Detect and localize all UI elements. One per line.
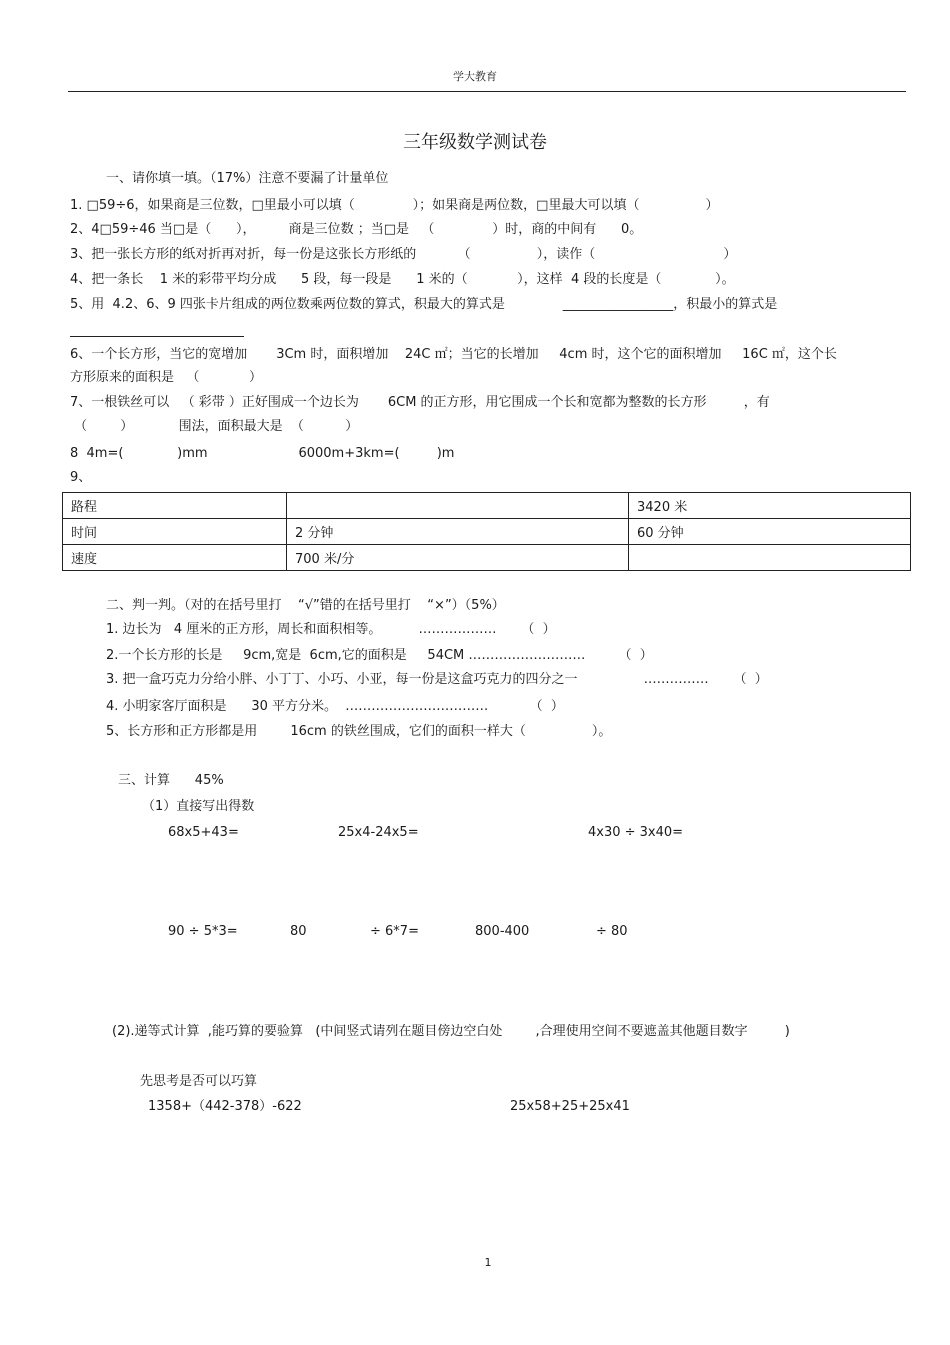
judge-item-4: 4. 小明家客厅面积是 30 平方分米。 …………………………… （ ） [106,699,564,714]
part2-heading: (2).递等式计算 ,能巧算的要验算 (中间竖式请列在题目傍边空白处 ,合理使用空间不要遮盖其他题目数字 ) [112,1024,790,1039]
part2-note: 先思考是否可以巧算 [140,1074,258,1089]
table-cell: 速度 [63,545,287,571]
question-4: 4、把一条长 1 米的彩带平均分成 5 段，每一段是 1 米的（ ），这样 4 段的长度是（ ）。 [70,272,735,287]
section1-heading: 一、请你填一填。（17%）注意不要漏了计量单位 [106,171,389,186]
question-8: 8 4m=( )mm 6000m+3km=( )m [70,446,455,461]
table-cell: 2 分钟 [287,519,629,545]
question-9-label: 9、 [70,470,92,485]
question-2: 2、4□59÷46 当□是（ ）， 商是三位数 ；当□是 （ ）时，商的中间有 0。 [70,222,643,237]
section2-heading: 二、判一判。（对的在括号里打 “√”错的在括号里打 “×”）（5%） [106,598,505,613]
section3-heading: 三、计算 45% [118,773,224,788]
table-row [63,545,911,571]
calc-item: 1358+（442-378）-622 [148,1099,302,1114]
question-6-line2: 方形原来的面积是 （ ） [70,370,262,385]
table-cell: 60 分钟 [629,519,911,545]
calc-item: 800-400 [475,924,530,939]
calc-item: 4x30 ÷ 3x40= [588,825,684,840]
judge-item-5: 5、长方形和正方形都是用 16cm 的铁丝围成，它们的面积一样大（ ）。 [106,724,612,739]
question-3: 3、把一张长方形的纸对折再对折，每一份是这张长方形纸的 （ ），读作（ ） [70,247,737,262]
part1-heading: （1）直接写出得数 [142,799,255,814]
answer-blank-line [70,336,244,337]
header-org: 学大教育 [453,70,497,83]
judge-item-3: 3. 把一盒巧克力分给小胖、小丁丁、小巧、小亚，每一份是这盒巧克力的四分之一 …………… （ ） [106,672,768,687]
calc-item: ÷ 80 [596,924,628,939]
table-cell: 时间 [63,519,287,545]
question-1: 1. □59÷6，如果商是三位数，□里最小可以填（ ）；如果商是两位数，□里最大可以填（ ） [70,198,719,213]
header-divider [68,91,906,92]
question-7-line1: 7、一根铁丝可以 （ 彩带 ）正好围成一个边长为 6CM 的正方形，用它围成一个长和宽都为整数的长方形 ，有 [70,395,770,410]
question-5: 5、用 4.2、6、9 四张卡片组成的两位数乘两位数的算式，积最大的算式是 _________________，积最小的算式是 [70,297,778,312]
question-7-line2: （ ） 围法，面积最大是 （ ） [70,419,359,434]
page-title: 三年级数学测试卷 [403,132,547,153]
table-cell [629,545,911,571]
calc-item: 25x58+25+25x41 [510,1099,630,1114]
page-number: 1 [484,1256,492,1269]
calc-item: 68x5+43= [168,825,239,840]
table-row [63,493,911,519]
table-cell: 700 米/分 [287,545,629,571]
calc-item: 90 ÷ 5*3= [168,924,238,939]
calc-item: 25x4-24x5= [338,825,419,840]
table-row [63,519,911,545]
judge-item-2: 2.一个长方形的长是 9cm,宽是 6cm,它的面积是 54CM ……………………… （ ） [106,648,653,663]
table-cell: 3420 米 [629,493,911,519]
calc-item: 80 [290,924,307,939]
judge-item-1: 1. 边长为 4 厘米的正方形，周长和面积相等。 ……………… （ ） [106,622,556,637]
table-cell: 路程 [63,493,287,519]
table-cell [287,493,629,519]
calc-item: ÷ 6*7= [370,924,419,939]
question-6-line1: 6、一个长方形，当它的宽增加 3Cm 时，面积增加 24C ㎡；当它的长增加 4cm 时，这个它的面积增加 16C ㎡，这个长 [70,347,837,362]
speed-table [62,492,911,571]
